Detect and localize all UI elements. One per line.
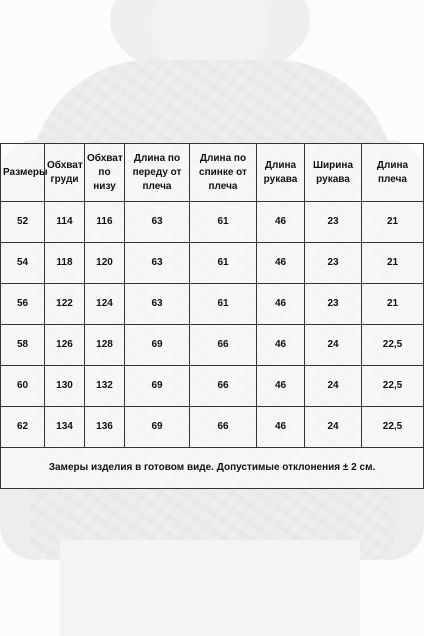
table-cell: 22,5 <box>362 366 424 407</box>
table-cell: 54 <box>1 243 45 284</box>
table-row <box>1 284 424 325</box>
header-cell: Длина плеча <box>362 144 424 202</box>
table-cell: 69 <box>125 366 190 407</box>
footnote: Замеры изделия в готовом виде. Допустимые отклонения ± 2 см. <box>1 448 424 489</box>
table-cell: 66 <box>190 366 257 407</box>
table-cell: 136 <box>85 407 125 448</box>
table-cell: 46 <box>257 366 305 407</box>
table-cell: 24 <box>305 366 362 407</box>
table-cell: 124 <box>85 284 125 325</box>
table-cell: 61 <box>190 284 257 325</box>
size-table <box>0 143 424 489</box>
table-cell: 46 <box>257 202 305 243</box>
table-cell: 66 <box>190 407 257 448</box>
table-cell: 52 <box>1 202 45 243</box>
table-cell: 21 <box>362 202 424 243</box>
table-cell: 21 <box>362 284 424 325</box>
header-row <box>1 144 424 202</box>
table-cell: 69 <box>125 407 190 448</box>
table-row <box>1 202 424 243</box>
table-cell: 22,5 <box>362 407 424 448</box>
size-chart <box>0 143 423 489</box>
table-cell: 66 <box>190 325 257 366</box>
table-cell: 46 <box>257 284 305 325</box>
table-cell: 122 <box>45 284 85 325</box>
table-cell: 46 <box>257 243 305 284</box>
header-cell: Длина по спинке от плеча <box>190 144 257 202</box>
table-cell: 23 <box>305 243 362 284</box>
table-cell: 126 <box>45 325 85 366</box>
table-cell: 63 <box>125 284 190 325</box>
table-cell: 23 <box>305 202 362 243</box>
table-row <box>1 407 424 448</box>
table-cell: 63 <box>125 202 190 243</box>
table-row <box>1 325 424 366</box>
header-cell: Обхват груди <box>45 144 85 202</box>
table-cell: 46 <box>257 407 305 448</box>
table-cell: 130 <box>45 366 85 407</box>
header-cell: Ширина рукава <box>305 144 362 202</box>
table-cell: 120 <box>85 243 125 284</box>
table-cell: 21 <box>362 243 424 284</box>
table-cell: 132 <box>85 366 125 407</box>
table-cell: 22,5 <box>362 325 424 366</box>
table-cell: 24 <box>305 325 362 366</box>
table-cell: 58 <box>1 325 45 366</box>
table-cell: 128 <box>85 325 125 366</box>
table-cell: 116 <box>85 202 125 243</box>
table-cell: 23 <box>305 284 362 325</box>
table-cell: 114 <box>45 202 85 243</box>
table-cell: 134 <box>45 407 85 448</box>
header-cell: Размеры <box>1 144 45 202</box>
table-cell: 62 <box>1 407 45 448</box>
table-row <box>1 366 424 407</box>
table-cell: 61 <box>190 202 257 243</box>
footnote-row <box>1 448 424 489</box>
table-cell: 61 <box>190 243 257 284</box>
table-cell: 69 <box>125 325 190 366</box>
header-cell: Длина по переду от плеча <box>125 144 190 202</box>
table-cell: 56 <box>1 284 45 325</box>
header-cell: Обхват по низу <box>85 144 125 202</box>
table-cell: 24 <box>305 407 362 448</box>
table-cell: 60 <box>1 366 45 407</box>
table-row <box>1 243 424 284</box>
table-cell: 118 <box>45 243 85 284</box>
table-cell: 63 <box>125 243 190 284</box>
table-cell: 46 <box>257 325 305 366</box>
header-cell: Длина рукава <box>257 144 305 202</box>
